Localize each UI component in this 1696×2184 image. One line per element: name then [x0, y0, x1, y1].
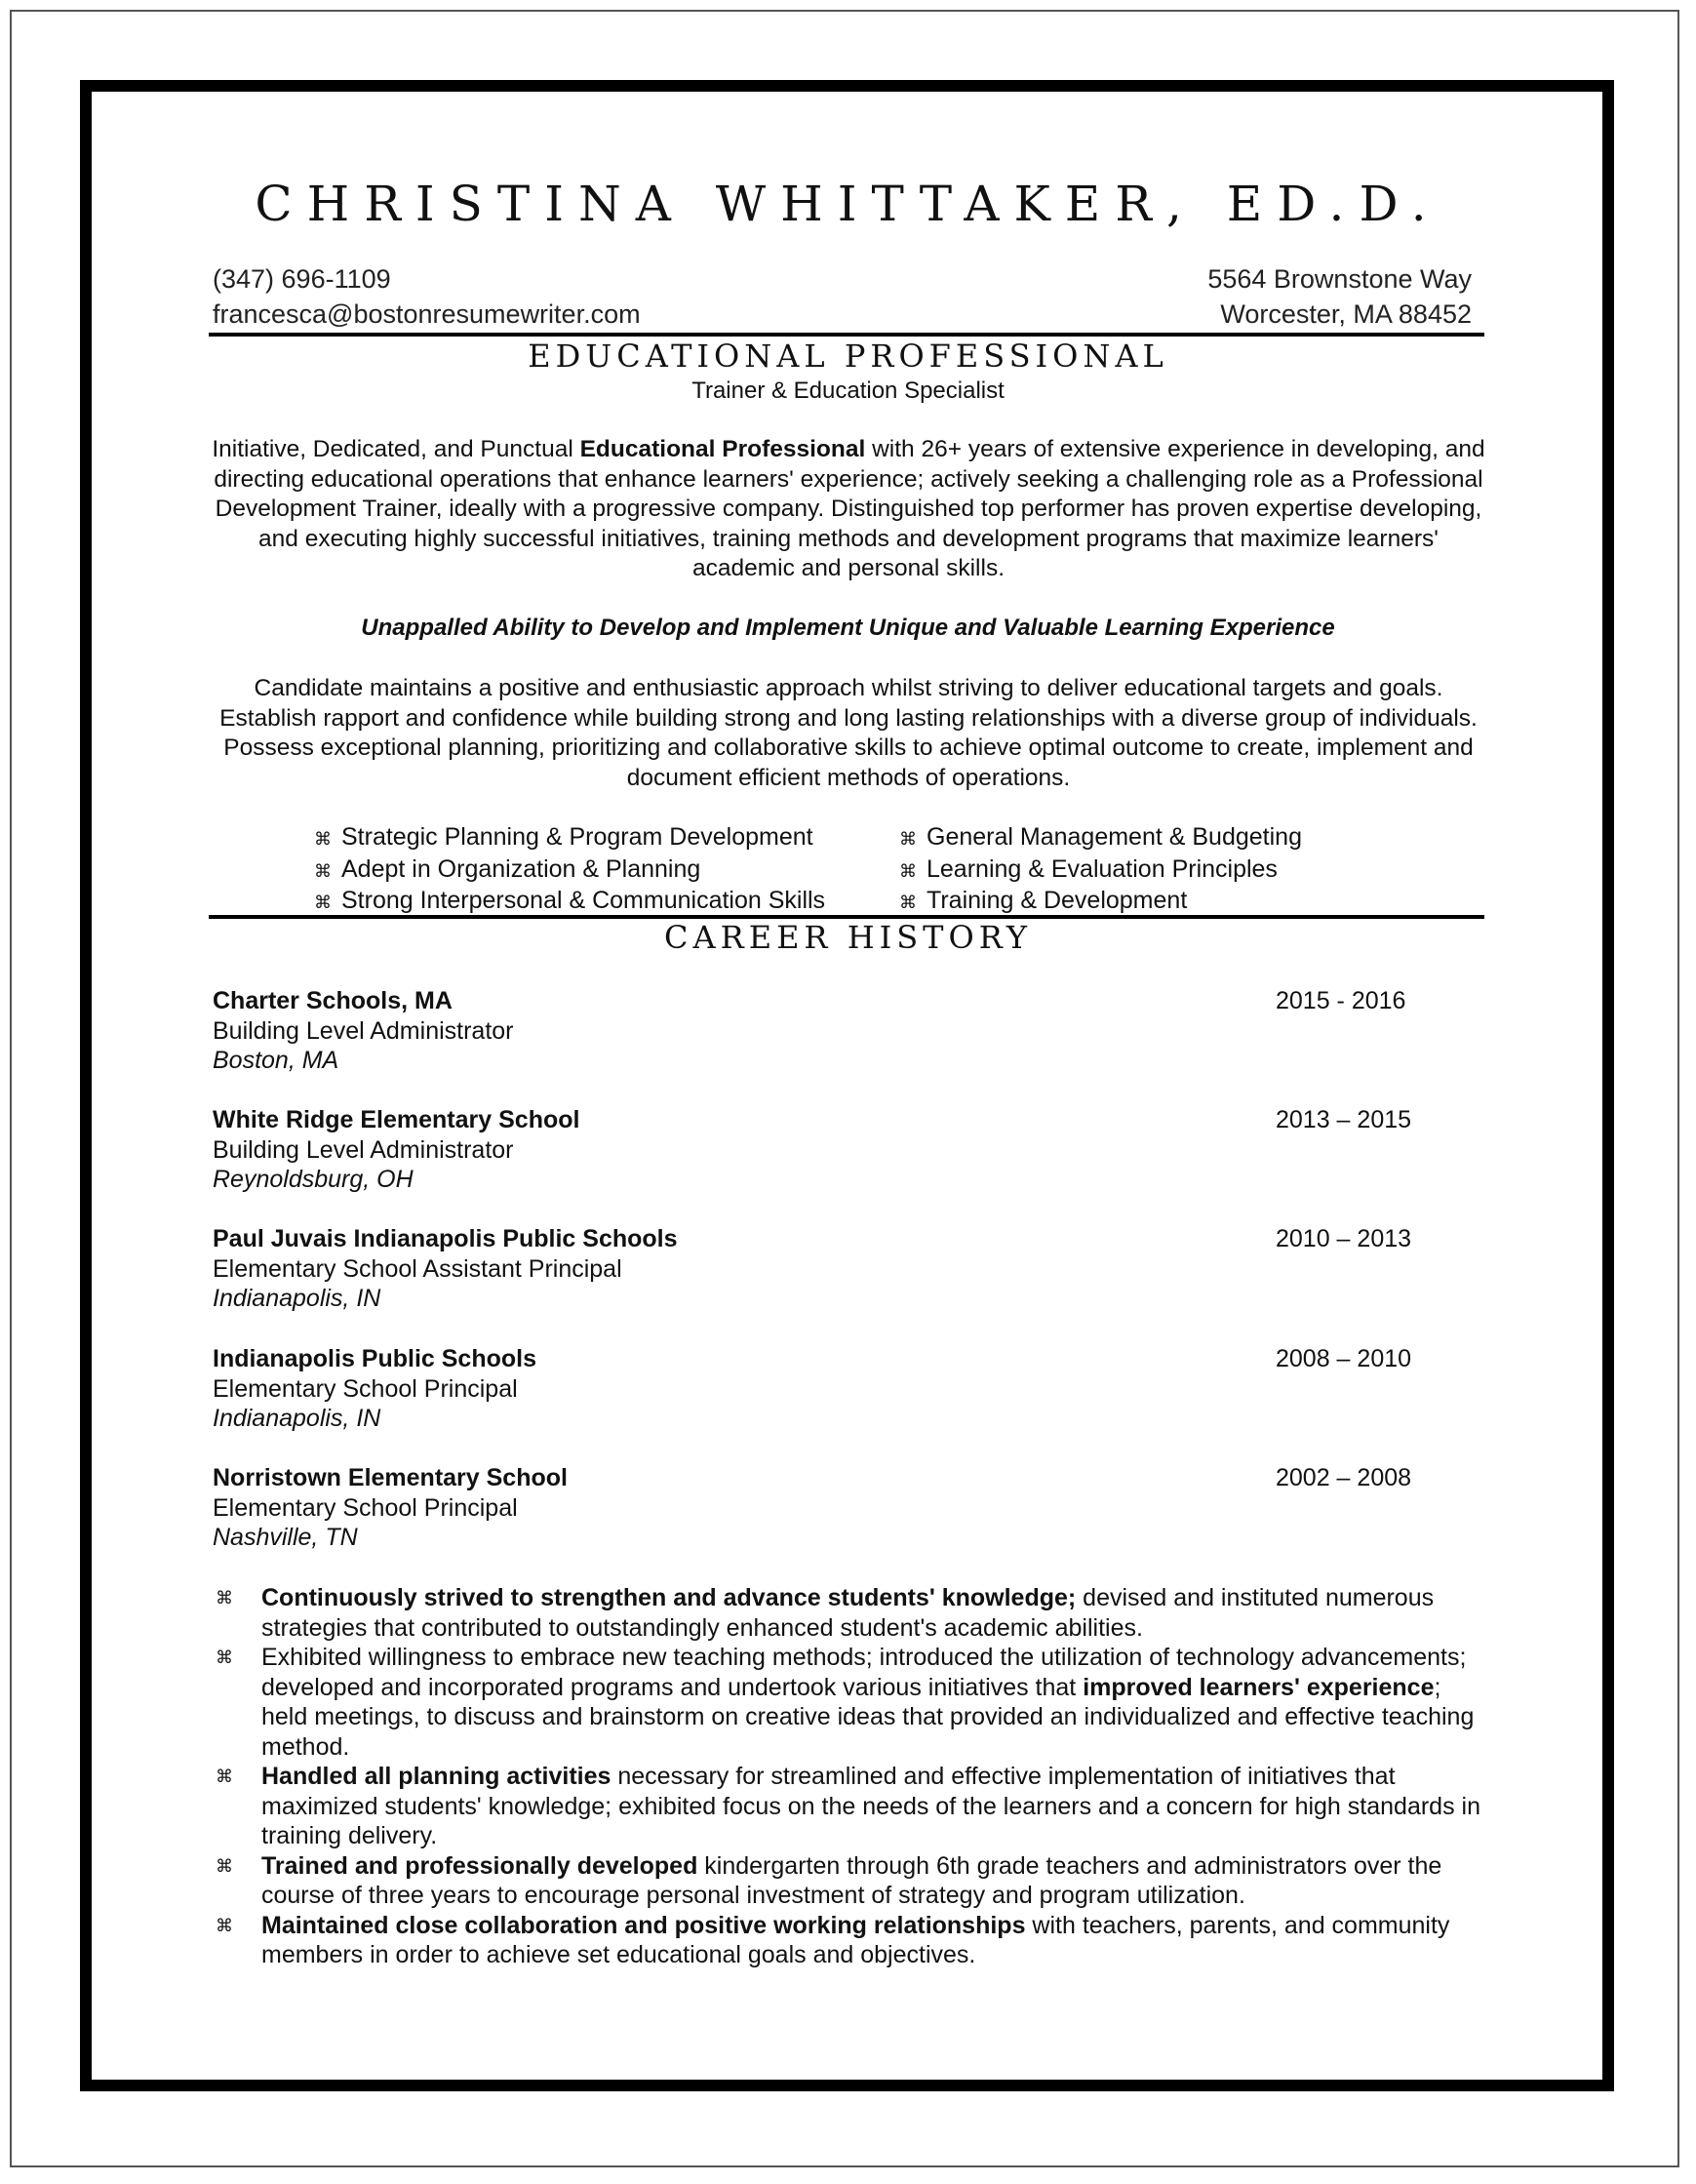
- skill-label: Learning & Evaluation Principles: [927, 854, 1278, 883]
- summary-subtitle: Trainer & Education Specialist: [691, 377, 1005, 404]
- job-entry: [213, 1463, 1422, 1553]
- job-entry: [213, 1224, 1422, 1314]
- intro-bold: Educational Professional: [579, 436, 866, 462]
- contact-right: [1207, 261, 1472, 332]
- skill-item: [314, 822, 899, 854]
- bullet-icon: ⌘: [899, 829, 917, 849]
- summary-title: EDUCATIONAL PROFESSIONAL: [528, 338, 1168, 375]
- achievement-item: [213, 1583, 1480, 1643]
- job-location: Indianapolis, IN: [213, 1285, 381, 1312]
- job-role: Elementary School Principal: [213, 1493, 518, 1522]
- summary-paragraph: Candidate maintains a positive and enthusiastic approach whilst striving to deliver educational targets and goals. Establish rapport and confidence while building strong and long lasting relationships with a diverse group of individuals. Possess exceptional planning, prioritizing and collaborative skills to achieve optimal outcome to create, implement and document efficient methods of operations.: [219, 675, 1478, 791]
- achievement-text: kindergarten through 6th grade teachers and administrators over the course of three years to encourage personal investment of strategy and program utilization.: [261, 1851, 1442, 1909]
- job-company: Norristown Elementary School: [213, 1464, 568, 1491]
- job-years: 2008 – 2010: [1276, 1345, 1412, 1372]
- bullet-icon: ⌘: [314, 829, 332, 849]
- achievement-bold: Trained and professionally developed: [261, 1851, 698, 1880]
- job-company: Indianapolis Public Schools: [213, 1345, 536, 1372]
- job-location: Nashville, TN: [213, 1524, 358, 1551]
- job-role: Building Level Administrator: [213, 1135, 514, 1164]
- achievement-text: Exhibited willingness to embrace new teaching methods; introduced the utilization of technology advancements; developed and incorporated programs and undertook various initiatives that: [261, 1644, 1467, 1701]
- summary-tagline: Unappalled Ability to Develop and Implement Unique and Valuable Learning Experience: [361, 615, 1335, 641]
- email-address: francesca@bostonresumewriter.com: [213, 299, 641, 329]
- achievement-text: with teachers, parents, and community members in order to achieve set educational goals and objectives.: [261, 1911, 1450, 1968]
- job-entry: [213, 1344, 1422, 1434]
- bullet-icon: ⌘: [899, 860, 917, 881]
- achievements-list: [213, 1583, 1480, 1970]
- achievement-bold: Continuously strived to strengthen and advance students' knowledge;: [261, 1584, 1077, 1611]
- skills-list: [314, 822, 1484, 918]
- job-years: 2010 – 2013: [1276, 1225, 1412, 1252]
- summary-intro: [210, 435, 1487, 584]
- street-address: 5564 Brownstone Way: [1207, 264, 1472, 294]
- job-role: Elementary School Assistant Principal: [213, 1254, 622, 1283]
- skill-label: General Management & Budgeting: [927, 823, 1302, 851]
- job-role: Elementary School Principal: [213, 1374, 518, 1403]
- job-location: Boston, MA: [213, 1047, 339, 1074]
- achievement-item: [213, 1851, 1480, 1911]
- job-company: Paul Juvais Indianapolis Public Schools: [213, 1225, 678, 1252]
- skill-item: [899, 854, 1484, 887]
- bullet-icon: ⌘: [899, 893, 917, 912]
- achievement-item: [213, 1643, 1480, 1762]
- skill-item: [314, 854, 899, 887]
- header-rule: [209, 333, 1484, 337]
- candidate-name: CHRISTINA WHITTAKER, ED.D.: [255, 176, 1441, 232]
- skill-item: [899, 886, 1484, 918]
- job-location: Reynoldsburg, OH: [213, 1166, 414, 1193]
- achievement-bold: Maintained close collaboration and positive working relationships: [261, 1911, 1026, 1939]
- intro-text-rest: with 26+ years of extensive experience in developing, and directing educational operations that enhance learners' experience; actively seeking a challenging role as a Professional Development Trainer, ideally with a progressive company. Distinguished top performer has proven expertise developing, and executing highly successful initiatives, training methods and development programs that maximize learners' academic and personal skills.: [214, 436, 1485, 581]
- career-title: CAREER HISTORY: [664, 919, 1032, 956]
- skill-label: Adept in Organization & Planning: [341, 854, 701, 883]
- phone-number: (347) 696-1109: [213, 264, 391, 294]
- job-role: Building Level Administrator: [213, 1016, 514, 1045]
- bullet-icon: ⌘: [314, 893, 332, 912]
- bullet-icon: ⌘: [216, 1855, 233, 1876]
- bullet-icon: ⌘: [216, 1915, 233, 1935]
- job-company: White Ridge Elementary School: [213, 1106, 580, 1133]
- job-entry: [213, 986, 1422, 1076]
- bullet-icon: ⌘: [216, 1767, 233, 1786]
- achievement-text: devised and instituted numerous strategies that contributed to outstandingly enhanced student's academic abilities.: [261, 1584, 1435, 1642]
- bullet-icon: ⌘: [314, 860, 332, 881]
- city-address: Worcester, MA 88452: [1220, 299, 1472, 329]
- skill-label: Training & Development: [927, 887, 1188, 914]
- job-location: Indianapolis, IN: [213, 1405, 381, 1432]
- intro-text: Initiative, Dedicated, and Punctual: [212, 436, 580, 462]
- job-company: Charter Schools, MA: [213, 987, 453, 1014]
- contact-left: [213, 261, 641, 332]
- skill-item: [314, 886, 899, 918]
- skill-label: Strong Interpersonal & Communication Skills: [341, 887, 826, 914]
- job-entry: [213, 1105, 1422, 1195]
- achievement-text: necessary for streamlined and effective implementation of initiatives that maximized students' knowledge; exhibited focus on the needs of the learners and a concern for high standards in training delivery.: [261, 1763, 1480, 1849]
- bullet-icon: ⌘: [216, 1588, 233, 1608]
- achievement-item: [213, 1911, 1480, 1970]
- achievement-text: ; held meetings, to discuss and brainstorm on creative ideas that provided an individualized and effective teaching method.: [261, 1673, 1475, 1761]
- job-years: 2002 – 2008: [1276, 1464, 1412, 1491]
- skill-label: Strategic Planning & Program Development: [341, 823, 813, 851]
- bullet-icon: ⌘: [216, 1648, 233, 1667]
- job-years: 2013 – 2015: [1276, 1106, 1412, 1133]
- achievement-bold: improved learners' experience: [1083, 1673, 1435, 1701]
- job-years: 2015 - 2016: [1276, 987, 1406, 1014]
- achievement-bold: Handled all planning activities: [261, 1763, 611, 1790]
- skill-item: [899, 822, 1484, 854]
- achievement-item: [213, 1762, 1480, 1851]
